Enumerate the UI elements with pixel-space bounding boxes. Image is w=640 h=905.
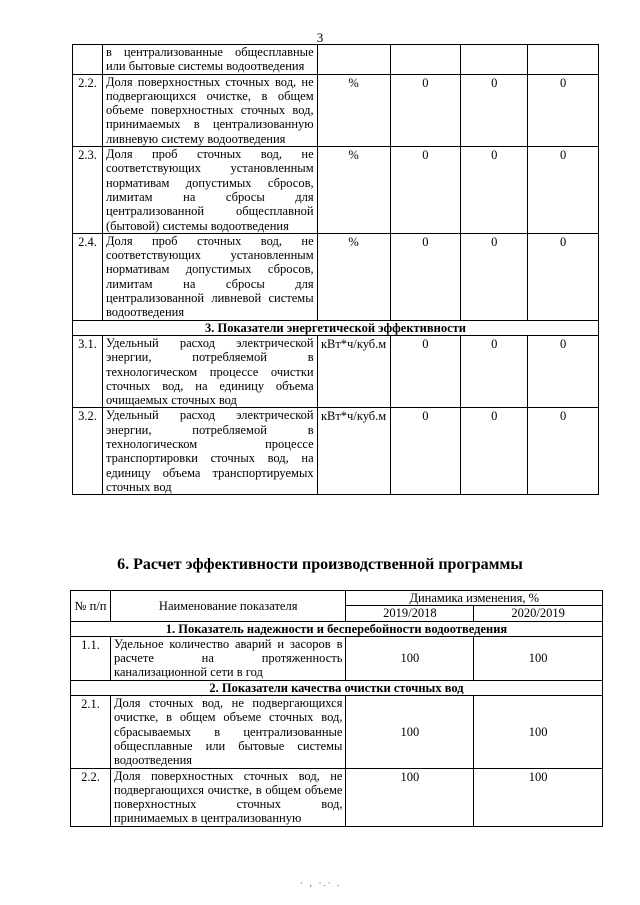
table-row (71, 768, 603, 826)
indicators-table-body (73, 45, 599, 495)
table-row (73, 408, 599, 495)
row-number: 2.3. (73, 147, 103, 234)
value-2: 0 (461, 147, 528, 234)
section-row (71, 680, 603, 695)
value-2: 100 (474, 696, 603, 768)
indicator-name: Удельный расход электрической энергии, потребляемой в технологическом процессе транспортировки сточных вод, на единицу объема транспортируемых сточных вод (102, 408, 317, 495)
indicator-name: Доля проб сточных вод, не соответствующих установленным нормативам допустимых сбросов, лимитам на сбросы для централизованной ливневой системы водоотведения (102, 233, 317, 320)
page-number: 3 (316, 30, 324, 45)
value-1: 0 (390, 74, 461, 146)
unit (317, 45, 390, 75)
indicator-name: Доля сточных вод, не подвергающихся очистке, в общем объеме сточных вод, сбрасываемых в централизованные общесплавные или бытовые системы водоотведения (110, 696, 346, 768)
header-year-1: 2019/2018 (346, 606, 474, 621)
section-row (73, 320, 599, 335)
value-1: 0 (390, 233, 461, 320)
section-heading: 6. Расчет эффективности производственной программы (117, 556, 523, 573)
header-name: Наименование показателя (110, 591, 346, 622)
scan-specks: · ‚ ·.· . (300, 878, 342, 888)
value-1: 100 (346, 696, 474, 768)
indicator-name: Доля проб сточных вод, не соответствующих установленным нормативам допустимых сбросов, лимитам на сбросы для централизованной общесплавной (бытовой) системы водоотведения (102, 147, 317, 234)
value-2: 0 (461, 335, 528, 407)
value-3: 0 (528, 74, 599, 146)
row-number: 2.2. (71, 768, 111, 826)
unit: кВт*ч/куб.м (317, 408, 390, 495)
header-num: № п/п (71, 591, 111, 622)
table-row (73, 45, 599, 75)
indicator-name: Удельный расход электрической энергии, потребляемой в технологическом процессе очистки сточных вод, на единицу объема очищаемых сточных вод (102, 335, 317, 407)
table-row (73, 74, 599, 146)
value-1: 0 (390, 147, 461, 234)
row-number: 3.1. (73, 335, 103, 407)
value-2: 100 (474, 768, 603, 826)
table-row (71, 636, 603, 680)
table-row (73, 233, 599, 320)
indicators-table (72, 44, 599, 495)
section-title: 3. Показатели энергетической эффективности (73, 320, 599, 335)
value-1: 0 (390, 335, 461, 407)
value-1: 0 (390, 408, 461, 495)
value-1: 100 (346, 636, 474, 680)
table-row (71, 696, 603, 768)
value-3: 0 (528, 147, 599, 234)
row-number (73, 45, 103, 75)
section-title: 1. Показатель надежности и бесперебойности водоотведения (71, 621, 603, 636)
indicator-name: Доля поверхностных сточных вод, не подвергающихся очистке, в общем объеме поверхностных сточных вод, принимаемых в централизованную ливневую систему водоотведения (102, 74, 317, 146)
value-3: 0 (528, 233, 599, 320)
value-3: 0 (528, 408, 599, 495)
row-number: 1.1. (71, 636, 111, 680)
value-1 (390, 45, 461, 75)
indicator-name: в централизованные общесплавные или бытовые системы водоотведения (102, 45, 317, 75)
table-row (73, 335, 599, 407)
value-2: 100 (474, 636, 603, 680)
value-2: 0 (461, 408, 528, 495)
value-2: 0 (461, 74, 528, 146)
unit: кВт*ч/куб.м (317, 335, 390, 407)
row-number: 3.2. (73, 408, 103, 495)
section-title: 2. Показатели качества очистки сточных вод (71, 680, 603, 695)
value-3 (528, 45, 599, 75)
efficiency-table (70, 590, 603, 827)
unit: % (317, 147, 390, 234)
section-row (71, 621, 603, 636)
efficiency-table-body (71, 621, 603, 826)
table-row (73, 147, 599, 234)
value-1: 100 (346, 768, 474, 826)
indicator-name: Удельное количество аварий и засоров в расчете на протяженность канализационной сети в год (110, 636, 346, 680)
unit: % (317, 233, 390, 320)
value-2 (461, 45, 528, 75)
header-dynamics: Динамика изменения, % (346, 591, 603, 606)
unit: % (317, 74, 390, 146)
header-year-2: 2020/2019 (474, 606, 603, 621)
row-number: 2.1. (71, 696, 111, 768)
indicator-name: Доля поверхностных сточных вод, не подвергающихся очистке, в общем объеме поверхностных сточных вод, принимаемых в централизованную (110, 768, 346, 826)
value-3: 0 (528, 335, 599, 407)
row-number: 2.4. (73, 233, 103, 320)
value-2: 0 (461, 233, 528, 320)
row-number: 2.2. (73, 74, 103, 146)
